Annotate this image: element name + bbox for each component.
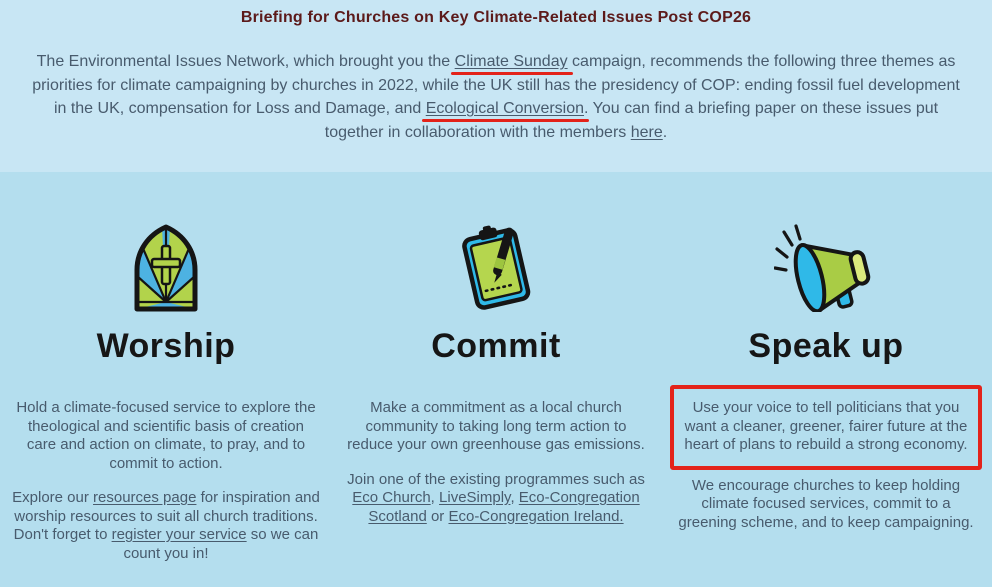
worship-links-paragraph <box>10 489 322 563</box>
worship-text: for inspiration and worship resources to suit all church traditions. Don't forget to <box>13 489 320 543</box>
eco-church-link[interactable]: Eco Church <box>352 489 431 506</box>
worship-heading: Worship <box>96 327 236 365</box>
ecological-conversion-link[interactable]: Ecological Conversion <box>425 100 585 117</box>
commit-heading: Commit <box>431 327 561 365</box>
clipboard-pen-icon <box>340 222 652 314</box>
eco-congregation-scotland-link[interactable]: Eco-Congregation Scotland <box>368 489 640 525</box>
megaphone-icon <box>670 222 982 314</box>
commit-text: Join one of the existing programmes such as <box>347 470 645 488</box>
intro-text: The Environmental Issues Network, which brought you the <box>36 53 455 70</box>
resources-page-link[interactable]: resources page <box>93 489 197 506</box>
register-your-service-link[interactable]: register your service <box>111 526 247 543</box>
intro-paragraph <box>30 50 962 144</box>
commit-text: , <box>510 489 519 506</box>
page-title: Briefing for Churches on Key Climate-Related Issues Post COP26 <box>240 9 752 26</box>
speak-up-heading: Speak up <box>748 327 904 365</box>
highlight-annotation-box <box>670 385 982 470</box>
commit-text: or <box>426 507 449 525</box>
worship-text: so we can count you in! <box>123 526 319 562</box>
worship-text: Explore our <box>12 489 94 506</box>
speak-up-encouragement: We encourage churches to keep holding climate focused services, commit to a greening scheme, and to keep campaigning. <box>678 476 974 531</box>
intro-text: . You can find a briefing paper on these issues put together in collaboration with the members <box>324 100 939 141</box>
intro-text: . <box>662 123 668 141</box>
speak-up-description: Use your voice to tell politicians that you want a cleaner, greener, fairer future at the heart of plans to rebuild a strong economy. <box>684 399 968 453</box>
header-section <box>0 0 992 172</box>
climate-sunday-link[interactable]: Climate Sunday <box>454 53 568 70</box>
livesimply-link[interactable]: LiveSimply <box>439 489 511 506</box>
stained-glass-window-icon <box>10 222 322 314</box>
commit-column <box>331 172 661 587</box>
speak-up-column <box>661 172 991 587</box>
themes-section <box>0 172 992 587</box>
here-link[interactable]: here <box>630 123 663 141</box>
worship-description: Hold a climate-focused service to explore the theological and scientific basis of creation care and action on climate, to pray, and to commit to action. <box>16 399 316 472</box>
worship-column <box>1 172 331 587</box>
commit-links-paragraph <box>340 471 652 527</box>
commit-description: Make a commitment as a local church community to taking long term action to reduce your own greenhouse gas emissions. <box>347 399 645 453</box>
intro-text: campaign, recommends the following three themes as priorities for climate campaigning by churches in 2022, while the UK still has the presidency of COP: ending fossil fuel development in the UK, compensation for Loss and Damage, and <box>32 53 960 117</box>
commit-text: , <box>430 489 440 506</box>
eco-congregation-ireland-link[interactable]: Eco-Congregation Ireland. <box>448 507 624 525</box>
